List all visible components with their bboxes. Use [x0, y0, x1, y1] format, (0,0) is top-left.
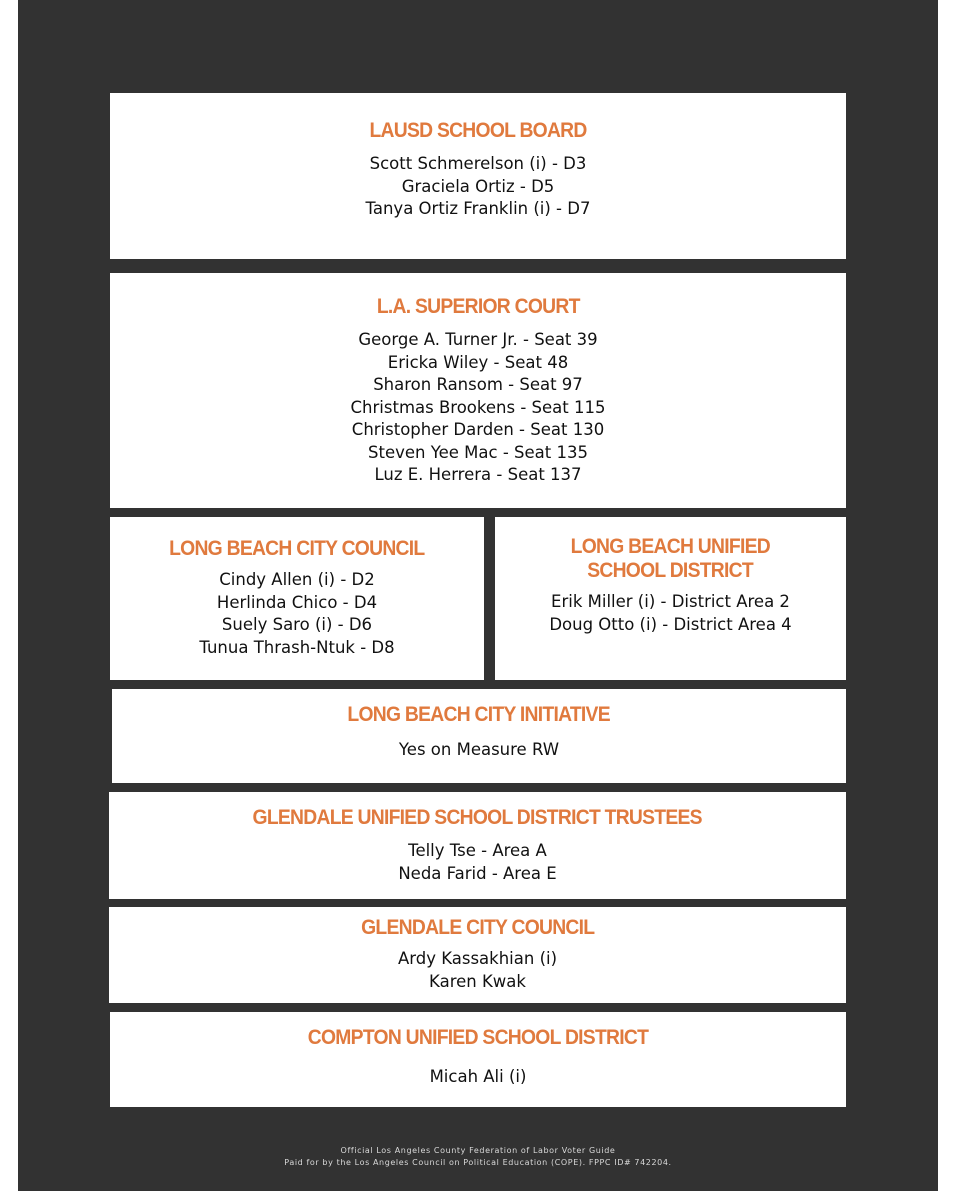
section-heading: GLENDALE UNIFIED SCHOOL DISTRICT TRUSTEES: [252, 806, 703, 829]
section-heading-line: SCHOOL DISTRICT: [587, 559, 754, 582]
candidate-entry: Tanya Ortiz Franklin (i) - D7: [365, 199, 591, 218]
section-heading: COMPTON UNIFIED SCHOOL DISTRICT: [307, 1026, 649, 1049]
initiative-entry: Yes on Measure RW: [398, 740, 560, 759]
candidate-entry: Telly Tse - Area A: [408, 841, 547, 860]
candidate-entry: Erik Miller (i) - District Area 2: [551, 592, 790, 611]
candidate-entry: Luz E. Herrera - Seat 137: [374, 465, 582, 484]
candidate-entry: Christopher Darden - Seat 130: [351, 420, 605, 439]
footer-line: Paid for by the Los Angeles Council on Political Education (COPE). FPPC ID# 742204.: [284, 1158, 672, 1167]
section-long-beach-city-initiative: [112, 689, 846, 783]
section-la-superior-court: [110, 273, 846, 508]
section-heading: LONG BEACH CITY COUNCIL: [169, 537, 425, 560]
candidate-entry: Karen Kwak: [429, 971, 526, 991]
section-long-beach-city-council: [110, 517, 484, 680]
section-heading: L.A. SUPERIOR COURT: [376, 295, 580, 318]
candidate-entry: Graciela Ortiz - D5: [401, 176, 555, 196]
section-long-beach-unified-school-district: [495, 517, 846, 680]
candidate-entry: Cindy Allen (i) - D2: [219, 570, 375, 589]
section-heading: LONG BEACH CITY INITIATIVE: [347, 703, 611, 726]
disclaimer-footer: [18, 1145, 938, 1169]
candidate-entry: George A. Turner Jr. - Seat 39: [358, 330, 598, 349]
candidate-entry: Ericka Wiley - Seat 48: [387, 352, 569, 372]
candidate-entry: Micah Ali (i): [429, 1067, 527, 1086]
section-glendale-city-council: [109, 907, 846, 1003]
candidate-entry: Sharon Ransom - Seat 97: [373, 375, 583, 394]
candidate-entry: Christmas Brookens - Seat 115: [350, 397, 606, 417]
section-compton-unified-school-district: [110, 1012, 846, 1107]
section-lausd-inner: [110, 93, 846, 259]
candidate-entry: Scott Schmerelson (i) - D3: [369, 154, 587, 173]
candidate-entry: Herlinda Chico - D4: [216, 592, 378, 612]
candidate-entry: Neda Farid - Area E: [398, 863, 557, 883]
candidate-entry: Doug Otto (i) - District Area 4: [549, 614, 792, 634]
footer-line: Official Los Angeles County Federation of Labor Voter Guide: [340, 1146, 616, 1155]
section-heading-line: LONG BEACH UNIFIED: [570, 535, 771, 558]
candidate-entry: Steven Yee Mac - Seat 135: [368, 442, 588, 462]
candidate-entry: Suely Saro (i) - D6: [221, 615, 373, 634]
section-heading: LAUSD SCHOOL BOARD: [369, 119, 587, 142]
section-heading: GLENDALE CITY COUNCIL: [360, 916, 595, 939]
candidate-entry: Ardy Kassakhian (i): [397, 949, 558, 968]
section-glendale-unified-trustees: [109, 792, 846, 899]
candidate-entry: Tunua Thrash-Ntuk - D8: [199, 637, 395, 657]
